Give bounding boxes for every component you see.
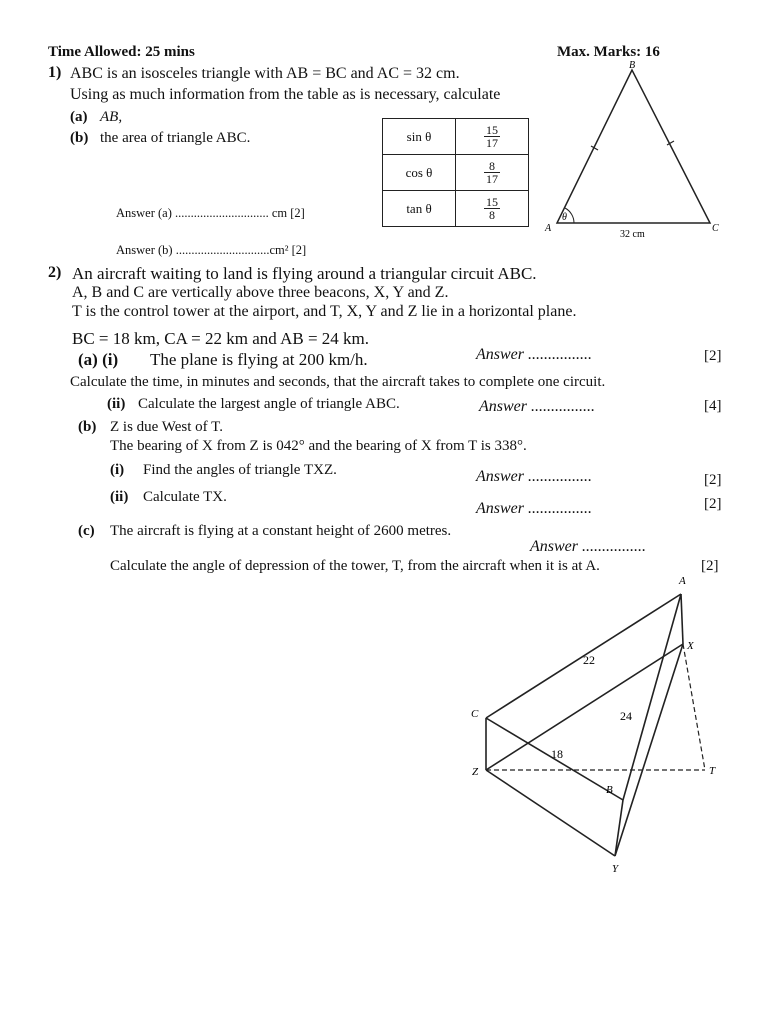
q1-part-a-label: (a) [70,109,88,125]
length-ca-label: 22 [583,653,595,667]
time-allowed: Time Allowed: 25 mins [48,44,195,60]
trig-fraction [484,196,500,221]
q2-a-i-answer: Answer ................ [476,346,592,363]
fraction-numerator: 15 [486,123,498,137]
vertex-b-label: B [629,60,636,71]
q2-a-ii-text: Calculate the largest angle of triangle ABC. [138,396,400,412]
q2-c-label: (c) [78,523,95,539]
q2-b-ii-label: (ii) [110,489,129,505]
fraction-denominator: 17 [486,172,498,186]
q2-intro-4: BC = 18 km, CA = 22 km and AB = 24 km. [72,329,370,348]
max-marks: Max. Marks: 16 [557,44,660,60]
q2-a-i-marks: [2] [704,348,722,364]
vertical-ax [681,594,683,644]
trig-fn: tan θ [383,191,456,227]
vertex-c-label: C [712,223,719,234]
vertex-a-label: A [545,223,552,234]
q1-answer-a: Answer (a) .............................. cm [2] [116,206,305,220]
q2-b-i-marks: [2] [704,472,722,488]
q1-part-b-text: the area of triangle ABC. [100,130,251,146]
q1-part-b-label: (b) [70,130,89,146]
trig-fn: sin θ [383,119,456,155]
fraction-denominator: 8 [489,208,495,222]
length-ab-label: 24 [620,709,632,723]
q2-c-text-1: The aircraft is flying at a constant height of 2600 metres. [110,523,452,539]
vertical-by [615,800,623,856]
q2-a-i-line2: Calculate the time, in minutes and seconds, that the aircraft takes to complete one circuit. [70,374,606,390]
q2-a-ii-label: (ii) [107,396,126,412]
trig-row-sin [383,119,529,155]
trig-fn: cos θ [383,155,456,191]
q2-b-i-label: (i) [110,462,125,478]
q2-a-i-label: (a) (i) [78,350,119,369]
q2-b-ii-text: Calculate TX. [143,489,227,505]
fraction-numerator: 15 [486,195,498,209]
vertex-a-label: A [679,575,686,587]
q2-b-i-text: Find the angles of triangle TXZ. [143,462,337,478]
vertex-b-label: B [606,784,613,796]
trig-row-tan [383,191,529,227]
q2-number: 2) [48,264,62,281]
q2-c-marks: [2] [701,558,719,574]
q2-b-ii-answer: Answer ................ [476,500,592,517]
q1-part-a-text: AB, [100,109,123,125]
q2-b-label: (b) [78,419,97,435]
base-length-label: 32 cm [620,229,645,240]
fraction-denominator: 17 [486,136,498,150]
q2-intro-3: T is the control tower at the airport, and T, X, Y and Z lie in a horizontal plane. [72,303,577,320]
aircraft-circuit-figure [460,570,730,880]
q2-a-ii-answer: Answer ................ [479,398,595,415]
vertex-t-label: T [709,765,716,777]
length-bc-label: 18 [551,747,563,761]
q2-b-text-2: The bearing of X from Z is 042° and the bearing of X from T is 338°. [110,438,527,454]
edge-xy [615,644,683,856]
trig-fraction [484,160,500,185]
q2-c-answer: Answer ................ [530,538,646,555]
q1-line2: Using as much information from the table as is necessary, calculate [70,86,501,103]
vertex-x-label: X [687,640,694,652]
q1-line1: ABC is an isosceles triangle with AB = BC and AC = 32 cm. [70,65,460,82]
vertex-z-label: Z [472,766,479,778]
dashed-xt [683,644,705,770]
isosceles-triangle-figure [540,58,730,243]
q2-b-text-1: Z is due West of T. [110,419,223,435]
q1-answer-b: Answer (b) ..............................cm² [2] [116,243,307,257]
q2-intro-2: A, B and C are vertically above three beacons, X, Y and Z. [72,284,449,301]
theta-label: θ [562,212,567,223]
trig-row-cos [383,155,529,191]
q2-b-ii-marks: [2] [704,496,722,512]
fraction-numerator: 8 [484,160,500,173]
q2-a-ii-marks: [4] [704,398,722,414]
trig-table [382,118,529,227]
q2-a-i-text: The plane is flying at 200 km/h. [150,350,368,369]
q2-intro-1: An aircraft waiting to land is flying around a triangular circuit ABC. [72,264,537,283]
q2-b-i-answer: Answer ................ [476,468,592,485]
trig-fraction [484,124,500,149]
q2-c-text-2: Calculate the angle of depression of the tower, T, from the aircraft when it is at A. [110,558,600,574]
q1-number: 1) [48,64,62,81]
triangle-abc [557,70,710,223]
vertex-y-label: Y [612,863,619,875]
vertex-c-label: C [471,708,479,720]
